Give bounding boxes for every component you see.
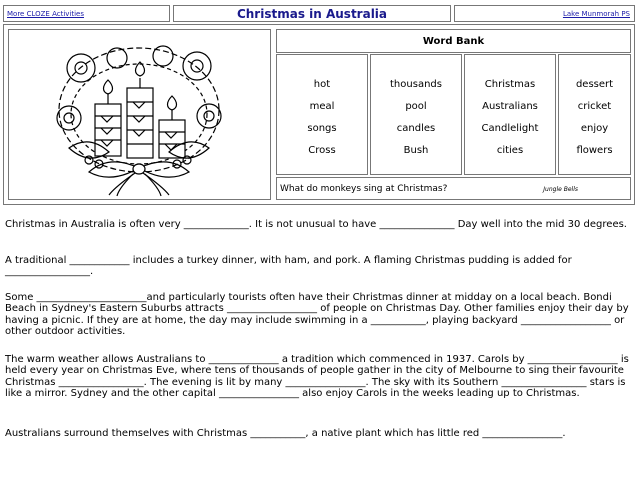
word-bank-word: Candlelight bbox=[481, 123, 539, 134]
christmas-candles-image bbox=[9, 30, 270, 199]
word-bank-column-1 bbox=[276, 54, 368, 175]
word-bank-word: Australians bbox=[482, 101, 538, 112]
word-bank-word: cricket bbox=[577, 101, 612, 112]
word-bank-word: dessert bbox=[575, 79, 614, 90]
word-bank-word: cities bbox=[496, 145, 524, 156]
word-bank-word: enjoy bbox=[580, 123, 609, 134]
word-bank-word: pool bbox=[405, 101, 427, 112]
word-bank-word: hot bbox=[313, 79, 331, 90]
cloze-paragraph-4: The warm weather allows Australians to ______________ a tradition which commenced in 1937. Carols by __________________ is held every year on Christmas Eve, where tens of thousands of people gather in the city of Melbourne to sing their favourite Christmas _________________. The evening is lit by many ________________. The sky with its Southern _________________ stars is like a mirror. Sydney and the other capital ________________ also enjoy Carols in the weeks leading up to Christmas. bbox=[5, 354, 629, 400]
word-bank-column-2 bbox=[370, 54, 462, 175]
page-title: Christmas in Australia bbox=[236, 6, 388, 21]
word-bank-word: Bush bbox=[403, 145, 429, 156]
main-box bbox=[3, 24, 635, 205]
word-bank-word: Cross bbox=[308, 145, 336, 156]
school-link[interactable]: Lake Munmorah PS bbox=[562, 9, 630, 18]
header-title-cell bbox=[173, 5, 451, 22]
cloze-paragraph-5: Australians surround themselves with Christmas ___________, a native plant which has little red ________________. bbox=[5, 428, 566, 439]
more-cloze-activities-link[interactable]: More CLOZE Activities bbox=[7, 9, 85, 18]
word-bank-title: Word Bank bbox=[276, 29, 631, 53]
word-bank-word: meal bbox=[309, 101, 335, 112]
cloze-paragraph-3: Some ______________________and particularly tourists often have their Christmas dinner at midday on a local beach. Bondi Beach in Sydney's Eastern Suburbs attracts __________________ of people on Christmas Day. Other families enjoy their day by having a picnic. If they are at home, the day may include swimming in a ___________, playing backyard __________________ or other outdoor activities. bbox=[5, 292, 629, 338]
riddle-box bbox=[276, 177, 631, 200]
word-bank-word: candles bbox=[396, 123, 436, 134]
word-bank-column-3 bbox=[464, 54, 556, 175]
cloze-paragraph-1: Christmas in Australia is often very _____________. It is not unusual to have _______________ Day well into the mid 30 degrees. bbox=[5, 219, 627, 230]
riddle-question: What do monkeys sing at Christmas? bbox=[280, 183, 448, 194]
word-bank-column-4 bbox=[558, 54, 631, 175]
word-bank-word: Christmas bbox=[484, 79, 536, 90]
header-row bbox=[3, 5, 635, 22]
cloze-paragraph-2: A traditional ____________ includes a turkey dinner, with ham, and pork. A flaming Christmas pudding is added for _________________. bbox=[5, 255, 572, 278]
header-right-cell bbox=[454, 5, 635, 22]
word-bank-word: songs bbox=[307, 123, 337, 134]
word-bank-word: flowers bbox=[576, 145, 613, 156]
candles-illustration bbox=[8, 29, 271, 200]
header-left-cell bbox=[3, 5, 170, 22]
word-bank-word: thousands bbox=[390, 79, 442, 90]
riddle-answer: Jungle Bells bbox=[543, 186, 578, 193]
